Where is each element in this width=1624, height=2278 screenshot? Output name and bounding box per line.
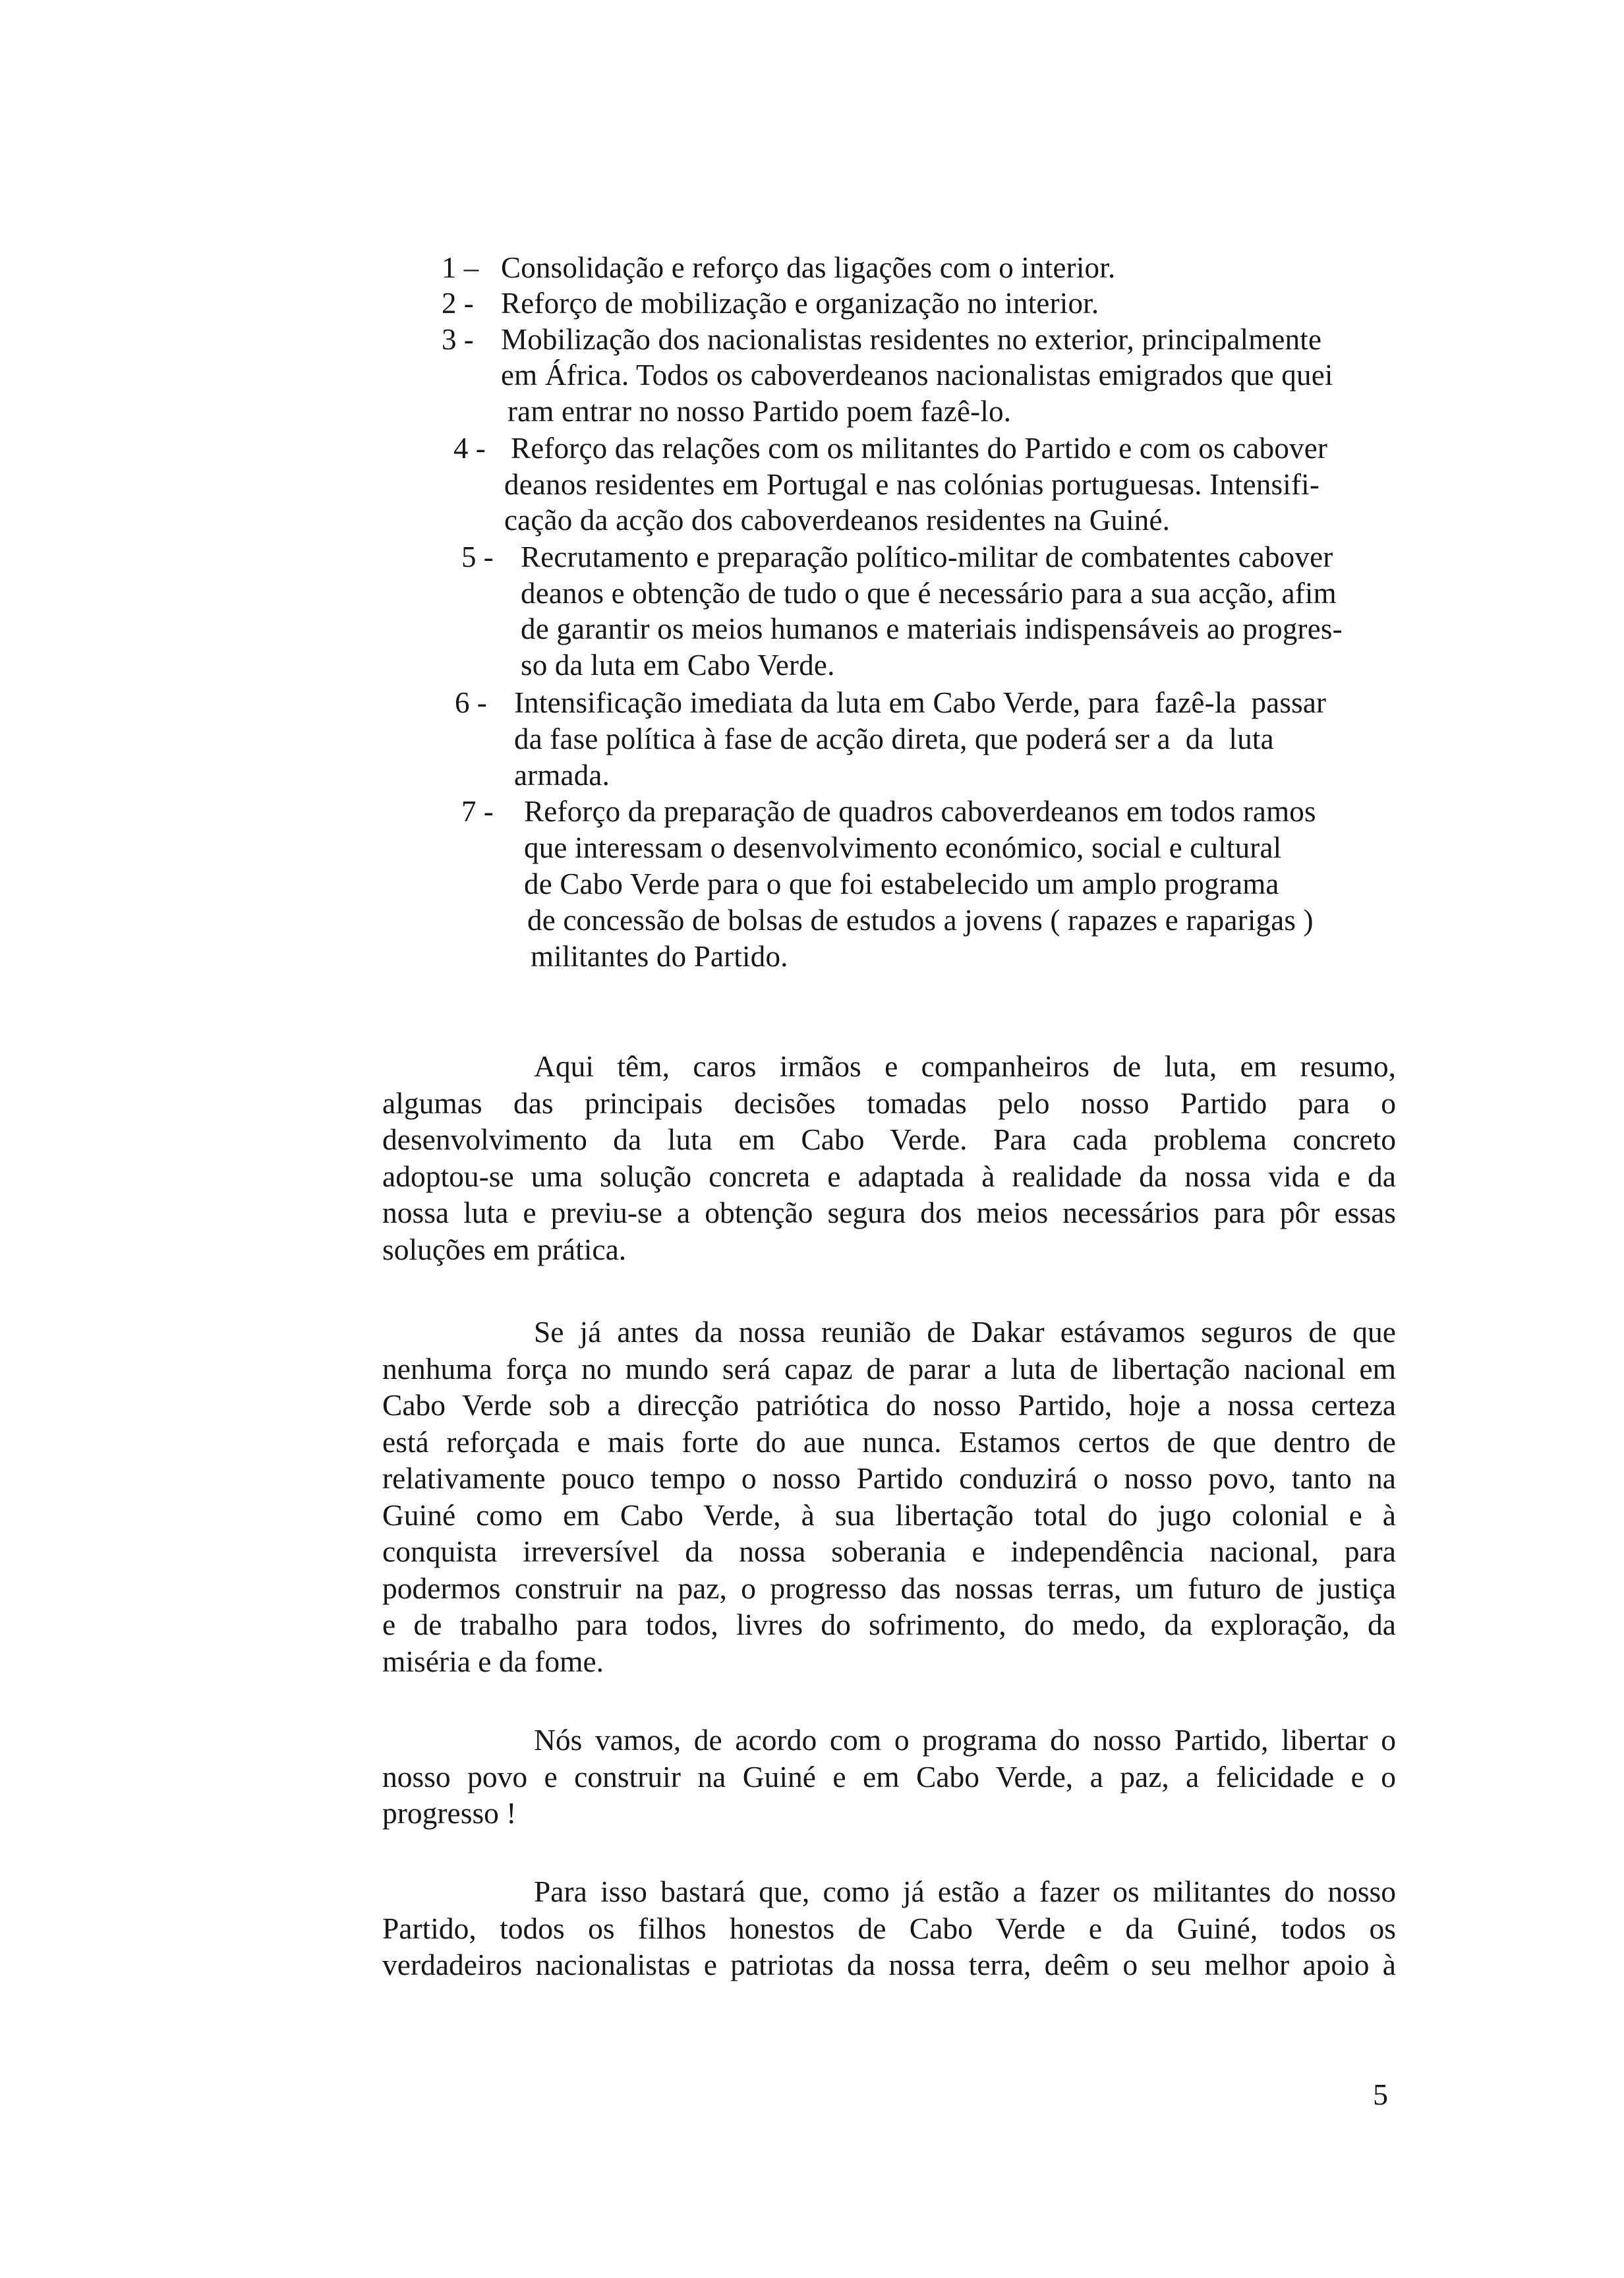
list-item-line: Recrutamento e preparação político-militar de combatentes cabover [521,540,1333,573]
list-item-line: que interessam o desenvolvimento económico, social e cultural [524,831,1282,864]
list-item-line: deanos e obtenção de tudo o que é necessário para a sua acção, afim [521,577,1337,610]
list-item-line: Reforço de mobilização e organização no interior. [501,287,1099,320]
paragraph-line: Guiné como em Cabo Verde, à sua libertação total do jugo colonial e à [382,1498,1396,1532]
list-item-line: ram entrar no nosso Partido poem fazê-lo. [508,395,1012,428]
paragraph [382,1048,1396,1268]
paragraph-line: está reforçada e mais forte do aue nunca. Estamos certos de que dentro de [382,1424,1396,1459]
list-item-line: Intensificação imediata da luta em Cabo Verde, para fazê-la passar [514,686,1327,719]
paragraph-line: verdadeiros nacionalistas e patriotas da nossa terra, deêm o seu melhor apoio à [382,1948,1396,1981]
paragraph-line: soluções em prática. [382,1232,627,1266]
paragraph-line: relativamente pouco tempo o nosso Partido conduzirá o nosso povo, tanto na [382,1461,1396,1495]
list-item-line: de concessão de bolsas de estudos a jovens ( rapazes e raparigas ) [527,904,1314,937]
paragraph-line: Para isso bastará que, como já estão a fazer os militantes do nosso [534,1875,1396,1908]
list-item-line: cação da acção dos caboverdeanos residentes na Guiné. [504,504,1171,537]
paragraph-line: Cabo Verde sob a direcção patriótica do nosso Partido, hoje a nossa certeza [382,1388,1396,1422]
paragraph-line: Partido, todos os filhos honestos de Cabo Verde e da Guiné, todos os [382,1911,1396,1945]
paragraph [382,1873,1396,1983]
paragraph [382,1314,1396,1679]
list-item-line: deanos residentes em Portugal e nas colónias portuguesas. Intensifi- [504,468,1320,501]
list-item-number: 1 – [442,251,479,284]
list-item-line: Consolidação e reforço das ligações com o interior. [501,251,1116,284]
paragraph-line: nosso povo e construir na Guiné e em Cabo Verde, a paz, a felicidade e o [382,1759,1396,1794]
list-item-line: de Cabo Verde para o que foi estabelecido um amplo programa [524,867,1279,900]
paragraph-line: miséria e da fome. [382,1644,604,1678]
list-item-line: Reforço das relações com os militantes do Partido e com os cabover [511,432,1328,465]
list-item-line: de garantir os meios humanos e materiais indispensáveis ao progres- [521,612,1343,645]
paragraph [382,1722,1396,1832]
list-item-number: 5 - [461,540,494,573]
paragraph-line: e de trabalho para todos, livres do sofrimento, do medo, da exploração, da [382,1608,1396,1641]
page-number: 5 [1373,2078,1388,2111]
list-item-number: 2 - [442,287,474,320]
list-item-line: Reforço da preparação de quadros caboverdeanos em todos ramos [524,795,1316,828]
list-item-number: 4 - [453,432,486,465]
list-item-line: em África. Todos os caboverdeanos nacionalistas emigrados que quei [501,359,1333,392]
list-item-number: 3 - [442,323,474,356]
paragraph-line: nossa luta e previu-se a obtenção segura dos meios necessários para pôr essas [382,1196,1396,1229]
paragraph-line: nenhuma força no mundo será capaz de parar a luta de libertação nacional em [382,1351,1396,1386]
paragraph-line: podermos construir na paz, o progresso das nossas terras, um futuro de justiça [382,1571,1396,1605]
list-item-line: Mobilização dos nacionalistas residentes no exterior, principalmente [501,323,1322,356]
paragraph-line: progresso ! [382,1796,517,1830]
list-item-line: so da luta em Cabo Verde. [521,649,835,682]
list-item-number: 7 - [461,795,494,828]
list-item-line: militantes do Partido. [531,940,788,973]
list-item-number: 6 - [455,686,487,719]
paragraph-line: algumas das principais decisões tomadas pelo nosso Partido para o [382,1086,1396,1120]
paragraph-line: desenvolvimento da luta em Cabo Verde. Para cada problema concreto [382,1123,1396,1156]
paragraph-line: conquista irreversível da nossa soberania e independência nacional, para [382,1534,1396,1568]
list-item-line: armada. [514,759,610,792]
paragraph-line: adoptou-se uma solução concreta e adaptada à realidade da nossa vida e da [382,1159,1396,1193]
paragraph-line: Aqui têm, caros irmãos e companheiros de luta, em resumo, [534,1049,1396,1083]
list-item-line: da fase política à fase de acção direta, que poderá ser a da luta [514,722,1274,755]
paragraph-line: Nós vamos, de acordo com o programa do nosso Partido, libertar o [534,1723,1396,1757]
paragraph-line: Se já antes da nossa reunião de Dakar estávamos seguros de que [534,1315,1396,1349]
